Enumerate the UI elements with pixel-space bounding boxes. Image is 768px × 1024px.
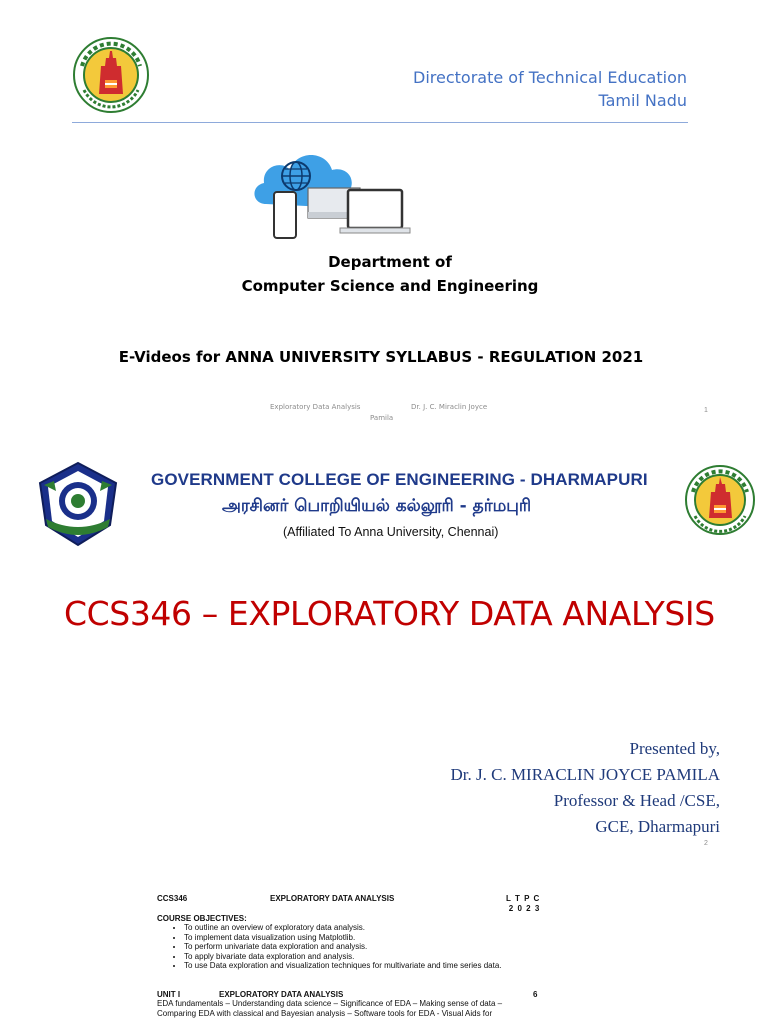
objective-item: • To perform univariate data exploration and analysis. — [184, 942, 502, 952]
footer-course-title: Exploratory Data Analysis — [270, 403, 361, 411]
objective-item: • To apply bivariate data exploration and analysis. — [184, 952, 502, 962]
department-line-2: Computer Science and Engineering — [241, 277, 539, 295]
slide-2 — [0, 430, 768, 862]
course-title: CCS346 – EXPLORATORY DATA ANALYSIS — [64, 594, 715, 633]
presenter-block — [450, 736, 720, 840]
presenter-name: Dr. J. C. MIRACLIN JOYCE PAMILA — [450, 765, 720, 784]
presented-by-label: Presented by, — [629, 739, 720, 758]
footer-author-line-1: Dr. J. C. Miraclin Joyce — [411, 403, 488, 411]
objective-item: • To use Data exploration and visualization techniques for multivariate and time series data. — [184, 961, 502, 971]
ltpc-values: 2 0 2 3 — [508, 903, 541, 913]
page-number-2: 2 — [704, 840, 708, 847]
footer-author-line-2: Pamila — [370, 414, 394, 422]
cloud-computing-illustration — [248, 142, 418, 240]
college-name-tamil: அரசினர் பொறியியல் கல்லூரி - தர்மபுரி — [222, 496, 532, 516]
directorate-line-1: Directorate of Technical Education — [413, 68, 687, 87]
objectives-heading: COURSE OBJECTIVES: — [157, 914, 247, 923]
unit-text-line-2: Comparing EDA with classical and Bayesian analysis – Software tools for EDA - Visual Aids for — [157, 1009, 493, 1018]
college-name-english: GOVERNMENT COLLEGE OF ENGINEERING - DHARMAPURI — [151, 470, 648, 489]
unit-text-line-1: EDA fundamentals – Understanding data science – Significance of EDA – Making sense of data – — [157, 999, 503, 1008]
directorate-line-2: Tamil Nadu — [598, 91, 687, 110]
slide-3-syllabus — [0, 862, 768, 1024]
unit-label: UNIT I — [157, 990, 181, 999]
objective-item: • To implement data visualization using Matplotlib. — [184, 933, 502, 943]
tamil-nadu-emblem-logo — [72, 36, 150, 114]
header-divider — [72, 122, 688, 123]
objective-item: • To outline an overview of exploratory data analysis. — [184, 923, 502, 933]
tamil-nadu-emblem-logo-right — [684, 460, 756, 540]
presenter-role: Professor & Head /CSE, — [553, 791, 720, 810]
ltpc-label: L T P C — [506, 894, 541, 903]
department-line-1: Department of — [328, 253, 452, 271]
department-heading — [0, 250, 768, 298]
college-crest-logo — [36, 461, 120, 547]
evideos-heading: E-Videos for ANNA UNIVERSITY SYLLABUS - REGULATION 2021 — [118, 348, 644, 366]
unit-title: EXPLORATORY DATA ANALYSIS — [219, 990, 344, 999]
syllabus-course-code: CCS346 — [157, 894, 188, 903]
page-number: 1 — [704, 407, 708, 414]
affiliation-text: (Affiliated To Anna University, Chennai) — [283, 525, 499, 539]
objectives-list — [144, 923, 502, 971]
syllabus-course-title: EXPLORATORY DATA ANALYSIS — [270, 894, 395, 903]
unit-hours: 6 — [533, 990, 538, 999]
slide-1 — [0, 0, 768, 430]
presenter-organization: GCE, Dharmapuri — [595, 817, 720, 836]
directorate-header — [413, 66, 687, 112]
